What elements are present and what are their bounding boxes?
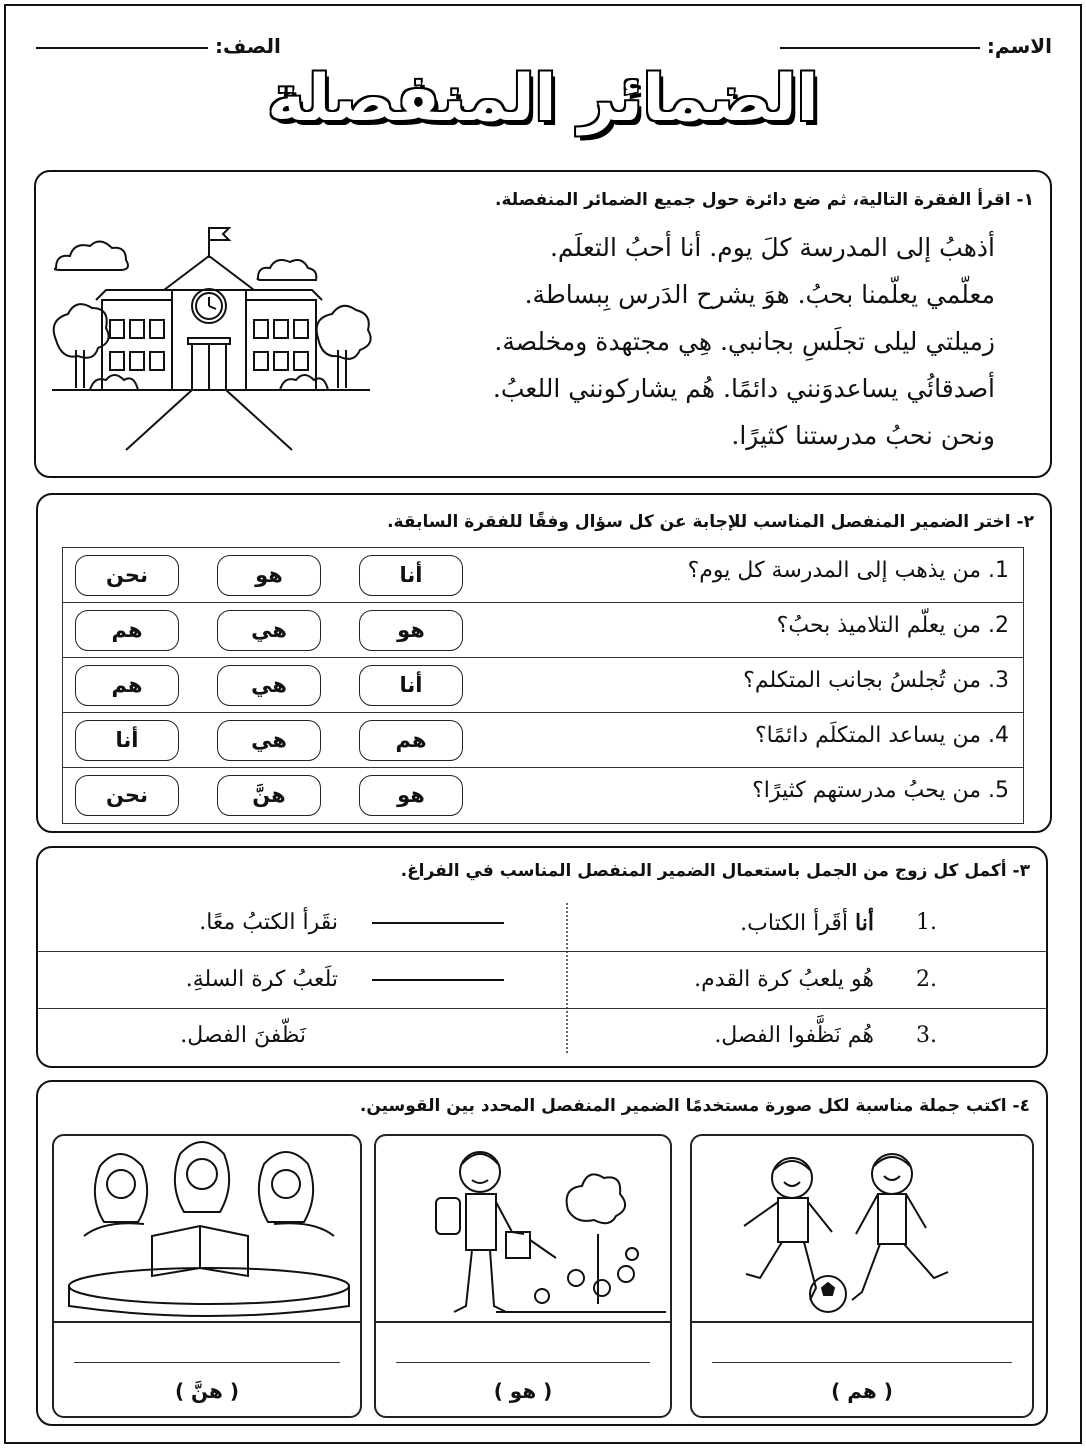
question-row bbox=[63, 548, 1023, 603]
cloud-right bbox=[258, 260, 317, 280]
tree bbox=[567, 1174, 626, 1223]
picture-card-boys bbox=[690, 1134, 1034, 1418]
picture-separator bbox=[692, 1321, 1032, 1323]
option-button[interactable]: أنا bbox=[359, 555, 463, 596]
answer-blank[interactable] bbox=[372, 922, 504, 924]
class-field[interactable] bbox=[36, 34, 281, 58]
answer-blank[interactable] bbox=[372, 979, 504, 981]
option-button[interactable]: هو bbox=[217, 555, 321, 596]
class-label: الصف: bbox=[214, 34, 281, 58]
girls-reading-illustration bbox=[54, 1136, 362, 1321]
pronoun-hint: ( هو ) bbox=[493, 1379, 553, 1403]
question-row bbox=[63, 768, 1023, 823]
sentence-text: أقَرأ الكتاب. bbox=[740, 911, 849, 936]
picture-separator bbox=[54, 1321, 360, 1323]
option-button[interactable]: هي bbox=[217, 720, 321, 761]
right-sentence: هُو يلعبُ كرة القدم. bbox=[694, 967, 874, 992]
right-sentence: هُم نَظَّفوا الفصل. bbox=[714, 1023, 874, 1048]
option-button[interactable]: هنَّ bbox=[217, 775, 321, 816]
section-3-heading: ٣- أكمل كل زوج من الجمل باستعمال الضمير المنفصل المناسب في الفراغ. bbox=[400, 861, 1030, 881]
school-illustration bbox=[46, 220, 376, 470]
paragraph-line: معلّمي يعلّمنا بحبُ. هوَ يشرح الدَرس بِبساطة. bbox=[524, 280, 995, 309]
paragraph-line: أصدقائُي يساعدوَنني دائمًا. هُم يشاركونني اللعبُ. bbox=[492, 374, 995, 403]
given-pronoun: أنا bbox=[855, 910, 874, 936]
pronoun-hint: ( هنَّ ) bbox=[174, 1379, 240, 1403]
tree-right bbox=[317, 306, 371, 359]
questions-table bbox=[62, 547, 1024, 824]
section-1 bbox=[34, 170, 1052, 478]
paragraph-line: أذهبُ إلى المدرسة كلَ يوم. أنا أحبُ التعلَم. bbox=[549, 233, 995, 262]
option-button[interactable]: هو bbox=[359, 775, 463, 816]
page-title: الضمائر المنفصلة bbox=[267, 62, 819, 136]
question-text: 2. من يعلّم التلاميذ بحبُ؟ bbox=[776, 613, 1009, 638]
row-number: 2. bbox=[916, 967, 937, 992]
section-2-heading: ٢- اختر الضمير المنفصل المناسب للإجابة عن كل سؤال وفقًا للفقرة السابقة. bbox=[387, 512, 1034, 532]
tree-left bbox=[54, 304, 109, 358]
option-button[interactable]: هم bbox=[359, 720, 463, 761]
answer-line[interactable] bbox=[396, 1362, 650, 1363]
question-row bbox=[63, 658, 1023, 713]
name-label: الاسم: bbox=[986, 34, 1052, 58]
answer-line[interactable] bbox=[74, 1362, 340, 1363]
row-number: 1. bbox=[916, 910, 937, 935]
section-3 bbox=[36, 846, 1048, 1068]
option-button[interactable]: هي bbox=[217, 665, 321, 706]
option-button[interactable]: هو bbox=[359, 610, 463, 651]
option-button[interactable]: هي bbox=[217, 610, 321, 651]
left-sentence: تلَعبُ كرة السلةِ. bbox=[185, 967, 338, 992]
answer-line[interactable] bbox=[712, 1362, 1012, 1363]
picture-card-boy bbox=[374, 1134, 672, 1418]
class-line[interactable] bbox=[36, 47, 208, 49]
row-number: 3. bbox=[916, 1023, 937, 1048]
option-button[interactable]: نحن bbox=[75, 775, 179, 816]
right-sentence bbox=[740, 910, 874, 936]
row-divider bbox=[38, 1008, 1046, 1009]
picture-card-girls bbox=[52, 1134, 362, 1418]
left-sentence: نَظّفنَ الفصل. bbox=[180, 1023, 306, 1048]
column-divider bbox=[566, 903, 568, 1053]
section-4 bbox=[36, 1080, 1048, 1426]
question-text: 4. من يساعد المتكلَم دائمًا؟ bbox=[754, 723, 1009, 748]
pronoun-hint: ( هم ) bbox=[831, 1379, 893, 1403]
option-button[interactable]: نحن bbox=[75, 555, 179, 596]
row-divider bbox=[38, 951, 1046, 952]
option-button[interactable]: هم bbox=[75, 610, 179, 651]
question-text: 5. من يحبُ مدرستهم كثيرًا؟ bbox=[752, 778, 1009, 803]
section-1-heading: ١- اقرأ الفقرة التالية، ثم ضع دائرة حول جميع الضمائر المنفصلة. bbox=[494, 190, 1034, 210]
section-4-heading: ٤- اكتب جملة مناسبة لكل صورة مستخدمًا الضمير المنفصل المحدد بين القوسين. bbox=[359, 1096, 1030, 1116]
name-field[interactable] bbox=[780, 34, 1052, 58]
question-text: 1. من يذهب إلى المدرسة كل يوم؟ bbox=[687, 558, 1009, 583]
paragraph-line: ونحن نحبُ مدرستنا كثيرًا. bbox=[731, 421, 995, 450]
option-button[interactable]: أنا bbox=[75, 720, 179, 761]
name-line[interactable] bbox=[780, 47, 980, 49]
option-button[interactable]: أنا bbox=[359, 665, 463, 706]
paragraph-line: زميلتي ليلى تجلَسِ بجانبي. هِي مجتهدة ومخلصة. bbox=[494, 327, 995, 356]
reading-paragraph bbox=[493, 224, 995, 459]
question-row bbox=[63, 603, 1023, 658]
left-sentence: نقَرأ الكتبُ معًا. bbox=[199, 910, 338, 935]
question-text: 3. من تُجلسُ بجانب المتكلم؟ bbox=[743, 668, 1009, 693]
boys-football-illustration bbox=[692, 1136, 1034, 1321]
question-row bbox=[63, 713, 1023, 768]
option-button[interactable]: هم bbox=[75, 665, 179, 706]
picture-separator bbox=[376, 1321, 670, 1323]
section-2 bbox=[36, 493, 1052, 833]
cloud-left bbox=[55, 241, 128, 270]
boy-watering-illustration bbox=[376, 1136, 672, 1321]
